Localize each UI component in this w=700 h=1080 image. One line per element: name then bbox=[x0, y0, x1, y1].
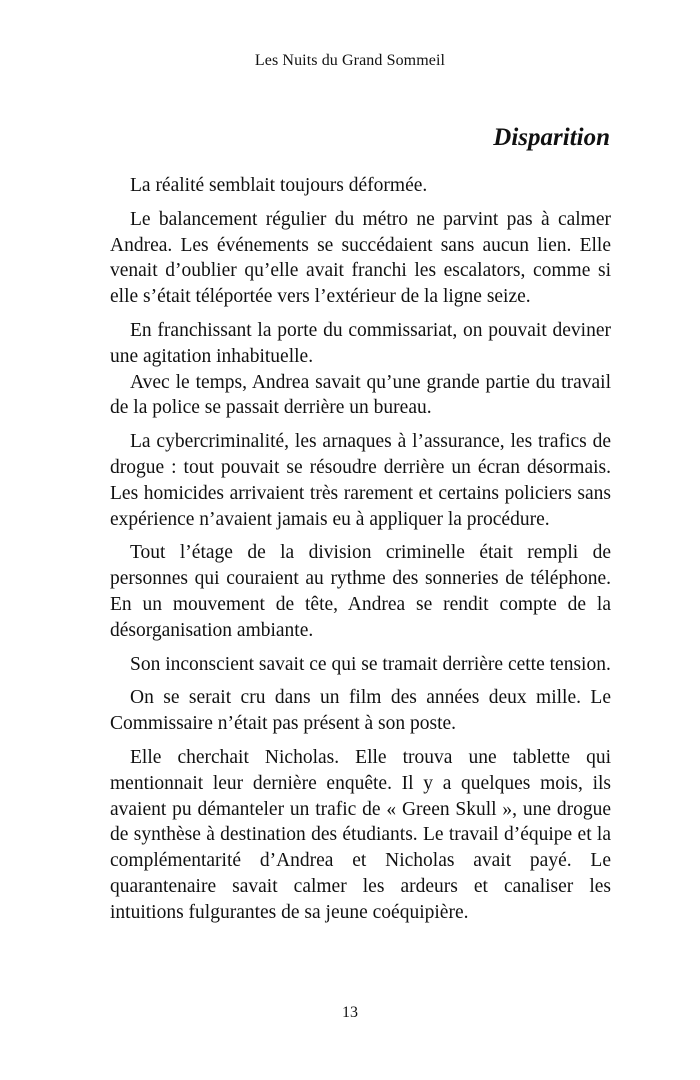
paragraph: Elle cherchait Nicholas. Elle trouva une tablette qui mentionnait leur dernière enquête. Il y a quelques mois, ils avaient pu démanteler un trafic de « Green Skull », une drogue de synthèse à destination des étudiants. Le travail d’équipe et la complémentarité d’Andrea et Nicholas avait payé. Le quarantenaire savait calmer les ardeurs et canaliser les intuitions fulgurantes de sa jeune coéquipière. bbox=[110, 746, 611, 923]
paragraph: Le balancement régulier du métro ne parvint pas à calmer Andrea. Les événements se succédaient sans aucun lien. Elle venait d’oublier qu’elle avait franchi les escalators, comme si elle s’était téléportée vers l’extérieur de la ligne seize. bbox=[110, 208, 611, 308]
paragraph: La cybercriminalité, les arnaques à l’assurance, les trafics de drogue : tout pouvait se résoudre derrière un écran désormais. Les homicides arrivaient très rarement et certains policiers sans expérience n’avaient jamais eu à appliquer la procédure. bbox=[110, 431, 611, 530]
paragraph: On se serait cru dans un film des années deux mille. Le Commissaire n’était pas présent à son poste. bbox=[110, 687, 611, 735]
running-head-title: Les Nuits du Grand Sommeil bbox=[254, 52, 446, 69]
paragraph: Son inconscient savait ce qui se tramait derrière cette tension. bbox=[130, 653, 611, 675]
chapter-body bbox=[110, 173, 611, 934]
page-number: 13 bbox=[342, 1004, 358, 1021]
chapter-title: Disparition bbox=[493, 124, 610, 151]
paragraph: Tout l’étage de la division criminelle était rempli de personnes qui couraient au rythme des sonneries de téléphone. En un mouvement de tête, Andrea se rendit compte de la désorganisation ambiante. bbox=[110, 542, 611, 641]
paragraph: Avec le temps, Andrea savait qu’une grande partie du travail de la police se passait derrière un bureau. bbox=[110, 371, 611, 419]
paragraph: En franchissant la porte du commissariat, on pouvait deviner une agitation inhabituelle. bbox=[110, 319, 611, 367]
paragraph: La réalité semblait toujours déformée. bbox=[130, 175, 428, 196]
